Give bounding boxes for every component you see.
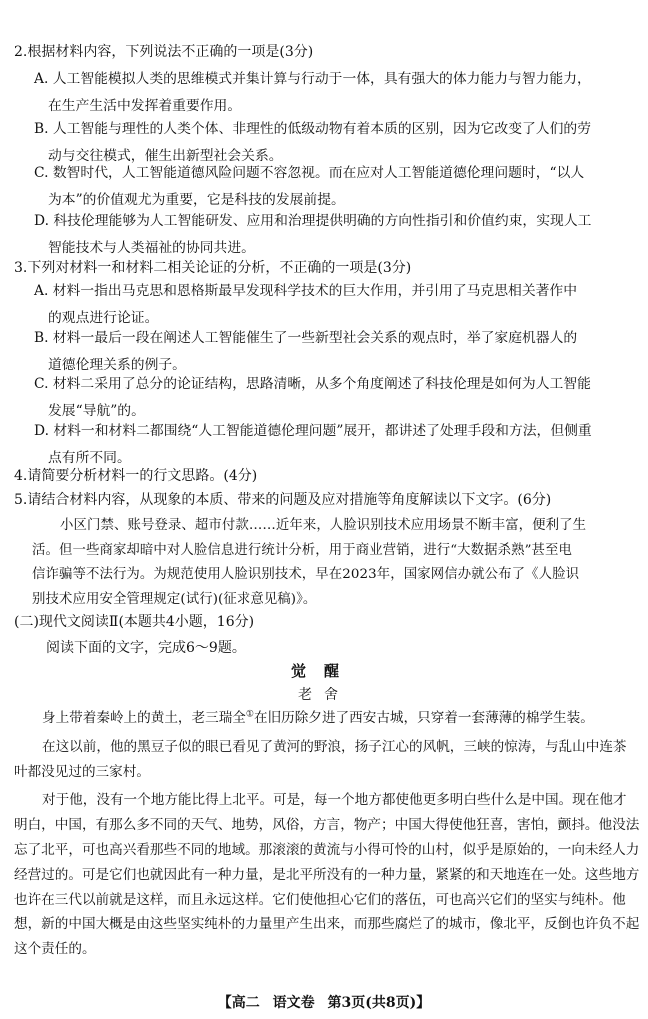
option-line: A. 人工智能模拟人类的思维模式并集计算与行动于一体，具有强大的体力能力与智力能力， <box>34 71 591 87</box>
quote-line: 别技术应用安全管理规定(试行)(征求意见稿)》。 <box>32 591 317 607</box>
option-line: 的观点进行论证。 <box>48 310 159 326</box>
q4-stem: 4.请简要分析材料一的行文思路。(4分) <box>14 468 258 484</box>
option-line: C. 材料二采用了总分的论证结构，思路清晰，从多个角度阐述了科技伦理是如何为人工智能 <box>34 376 591 392</box>
q2-stem: 2.根据材料内容，下列说法不正确的一项是(3分) <box>14 44 314 60</box>
q2-option-d <box>34 208 639 262</box>
story-title: 觉醒 <box>290 662 357 680</box>
story-author: 老舍 <box>298 687 350 703</box>
q3-option-c <box>34 371 639 425</box>
section-heading: (二)现代文阅读Ⅱ(本题共4小题，16分) <box>14 614 255 630</box>
option-line: 动与交往模式，催生出新型社会关系。 <box>48 148 283 164</box>
option-line: 为本”的价值观尤为重要，它是科技的发展前提。 <box>48 192 345 208</box>
option-line: D. 材料一和材料二都围绕“人工智能道德伦理问题”展开，都讲述了处理手段和方法，但侧重 <box>34 423 592 439</box>
paragraph-text: 在旧历除夕进了西安古城，只穿着一套薄薄的棉学生装。 <box>253 710 594 726</box>
story-paragraph-2: 在这以前，他的黑豆子似的眼已看见了黄河的野浪，扬子江心的风帆，三峡的惊涛，与乱山中连茶叶都没见过的三家村。 <box>14 738 627 780</box>
paragraph-text: 身上带着秦岭上的黄土，老三瑞全 <box>42 710 246 726</box>
reading-instruction: 阅读下面的文字，完成6～9题。 <box>46 640 246 656</box>
q2-option-a <box>34 66 639 120</box>
option-line: A. 材料一指出马克思和恩格斯最早发现科学技术的巨大作用，并引用了马克思相关著作中 <box>34 283 578 299</box>
footer-grade: 【高二 <box>217 995 260 1011</box>
option-line: 智能技术与人类福祉的协同共进。 <box>48 240 255 256</box>
q5-stem: 5.请结合材料内容，从现象的本质、带来的问题及应对措施等角度解读以下文字。(6分) <box>14 492 552 508</box>
q3-option-a <box>34 278 639 332</box>
option-line: B. 人工智能与理性的人类个体、非理性的低级动物有着本质的区别，因为它改变了人们的劳 <box>34 121 591 137</box>
quote-line: 活。但一些商家却暗中对人脸信息进行统计分析，用于商业营销，进行“大数据杀熟”甚至电 <box>32 542 573 558</box>
q2-option-c <box>34 160 639 214</box>
q5-quote <box>32 514 638 612</box>
story-paragraph-1 <box>14 706 640 731</box>
quote-line: 小区门禁、账号登录、超市付款……近年来，人脸识别技术应用场景不断丰富，便利了生 <box>60 518 587 533</box>
footer-page-number: 第3页(共8页)】 <box>327 995 431 1011</box>
option-line: 在生产生活中发挥着重要作用。 <box>48 98 242 114</box>
footer-subject: 语文卷 <box>272 995 315 1011</box>
quote-line: 信诈骗等不法行为。为规范使用人脸识别技术，早在2023年，国家网信办就公布了《人脸识 <box>32 567 580 582</box>
option-line: B. 材料一最后一段在阐述人工智能催生了一些新型社会关系的观点时，举了家庭机器人的 <box>34 330 578 346</box>
story-body <box>14 706 640 966</box>
option-line: 点有所不同。 <box>48 450 131 466</box>
option-line: C. 数智时代，人工智能道德风险问题不容忽视。而在应对人工智能道德伦理问题时，“以人 <box>34 165 585 181</box>
footnote-marker: ① <box>245 709 254 720</box>
option-line: 道德伦理关系的例子。 <box>48 357 186 373</box>
option-line: 发展“导航”的。 <box>48 403 145 419</box>
story-paragraph-3: 对于他，没有一个地方能比得上北平。可是，每一个地方都使他更多明白些什么是中国。现在他才明白，中国，有那么多不同的天气、地势，风俗，方言，物产；中国大得使他狂喜，害怕，颤抖。他没法忘了北平，可也高兴看那些不同的地域。那滚滚的黄流与小得可怜的山村，似乎是原始的，一向未经人力经营过的。可是它们也就因此有一种力量，是北平所没有的一种力量，紧紧的和天地连在一处。这些地方也许在三代以前就是这样，而且永远这样。它们使他担心它们的落伍，可也高兴它们的坚实与纯朴。他想，新的中国大概是由这些坚实纯朴的力量里产生出来，而那些腐烂了的城市，像北平，反倒也许负不起这个责任的。 <box>14 792 640 958</box>
q3-stem: 3.下列对材料一和材料二相关论证的分析，不正确的一项是(3分) <box>14 260 412 276</box>
page-footer <box>0 992 648 1012</box>
option-line: D. 科技伦理能够为人工智能研发、应用和治理提供明确的方向性指引和价值约束，实现人工 <box>34 213 592 229</box>
